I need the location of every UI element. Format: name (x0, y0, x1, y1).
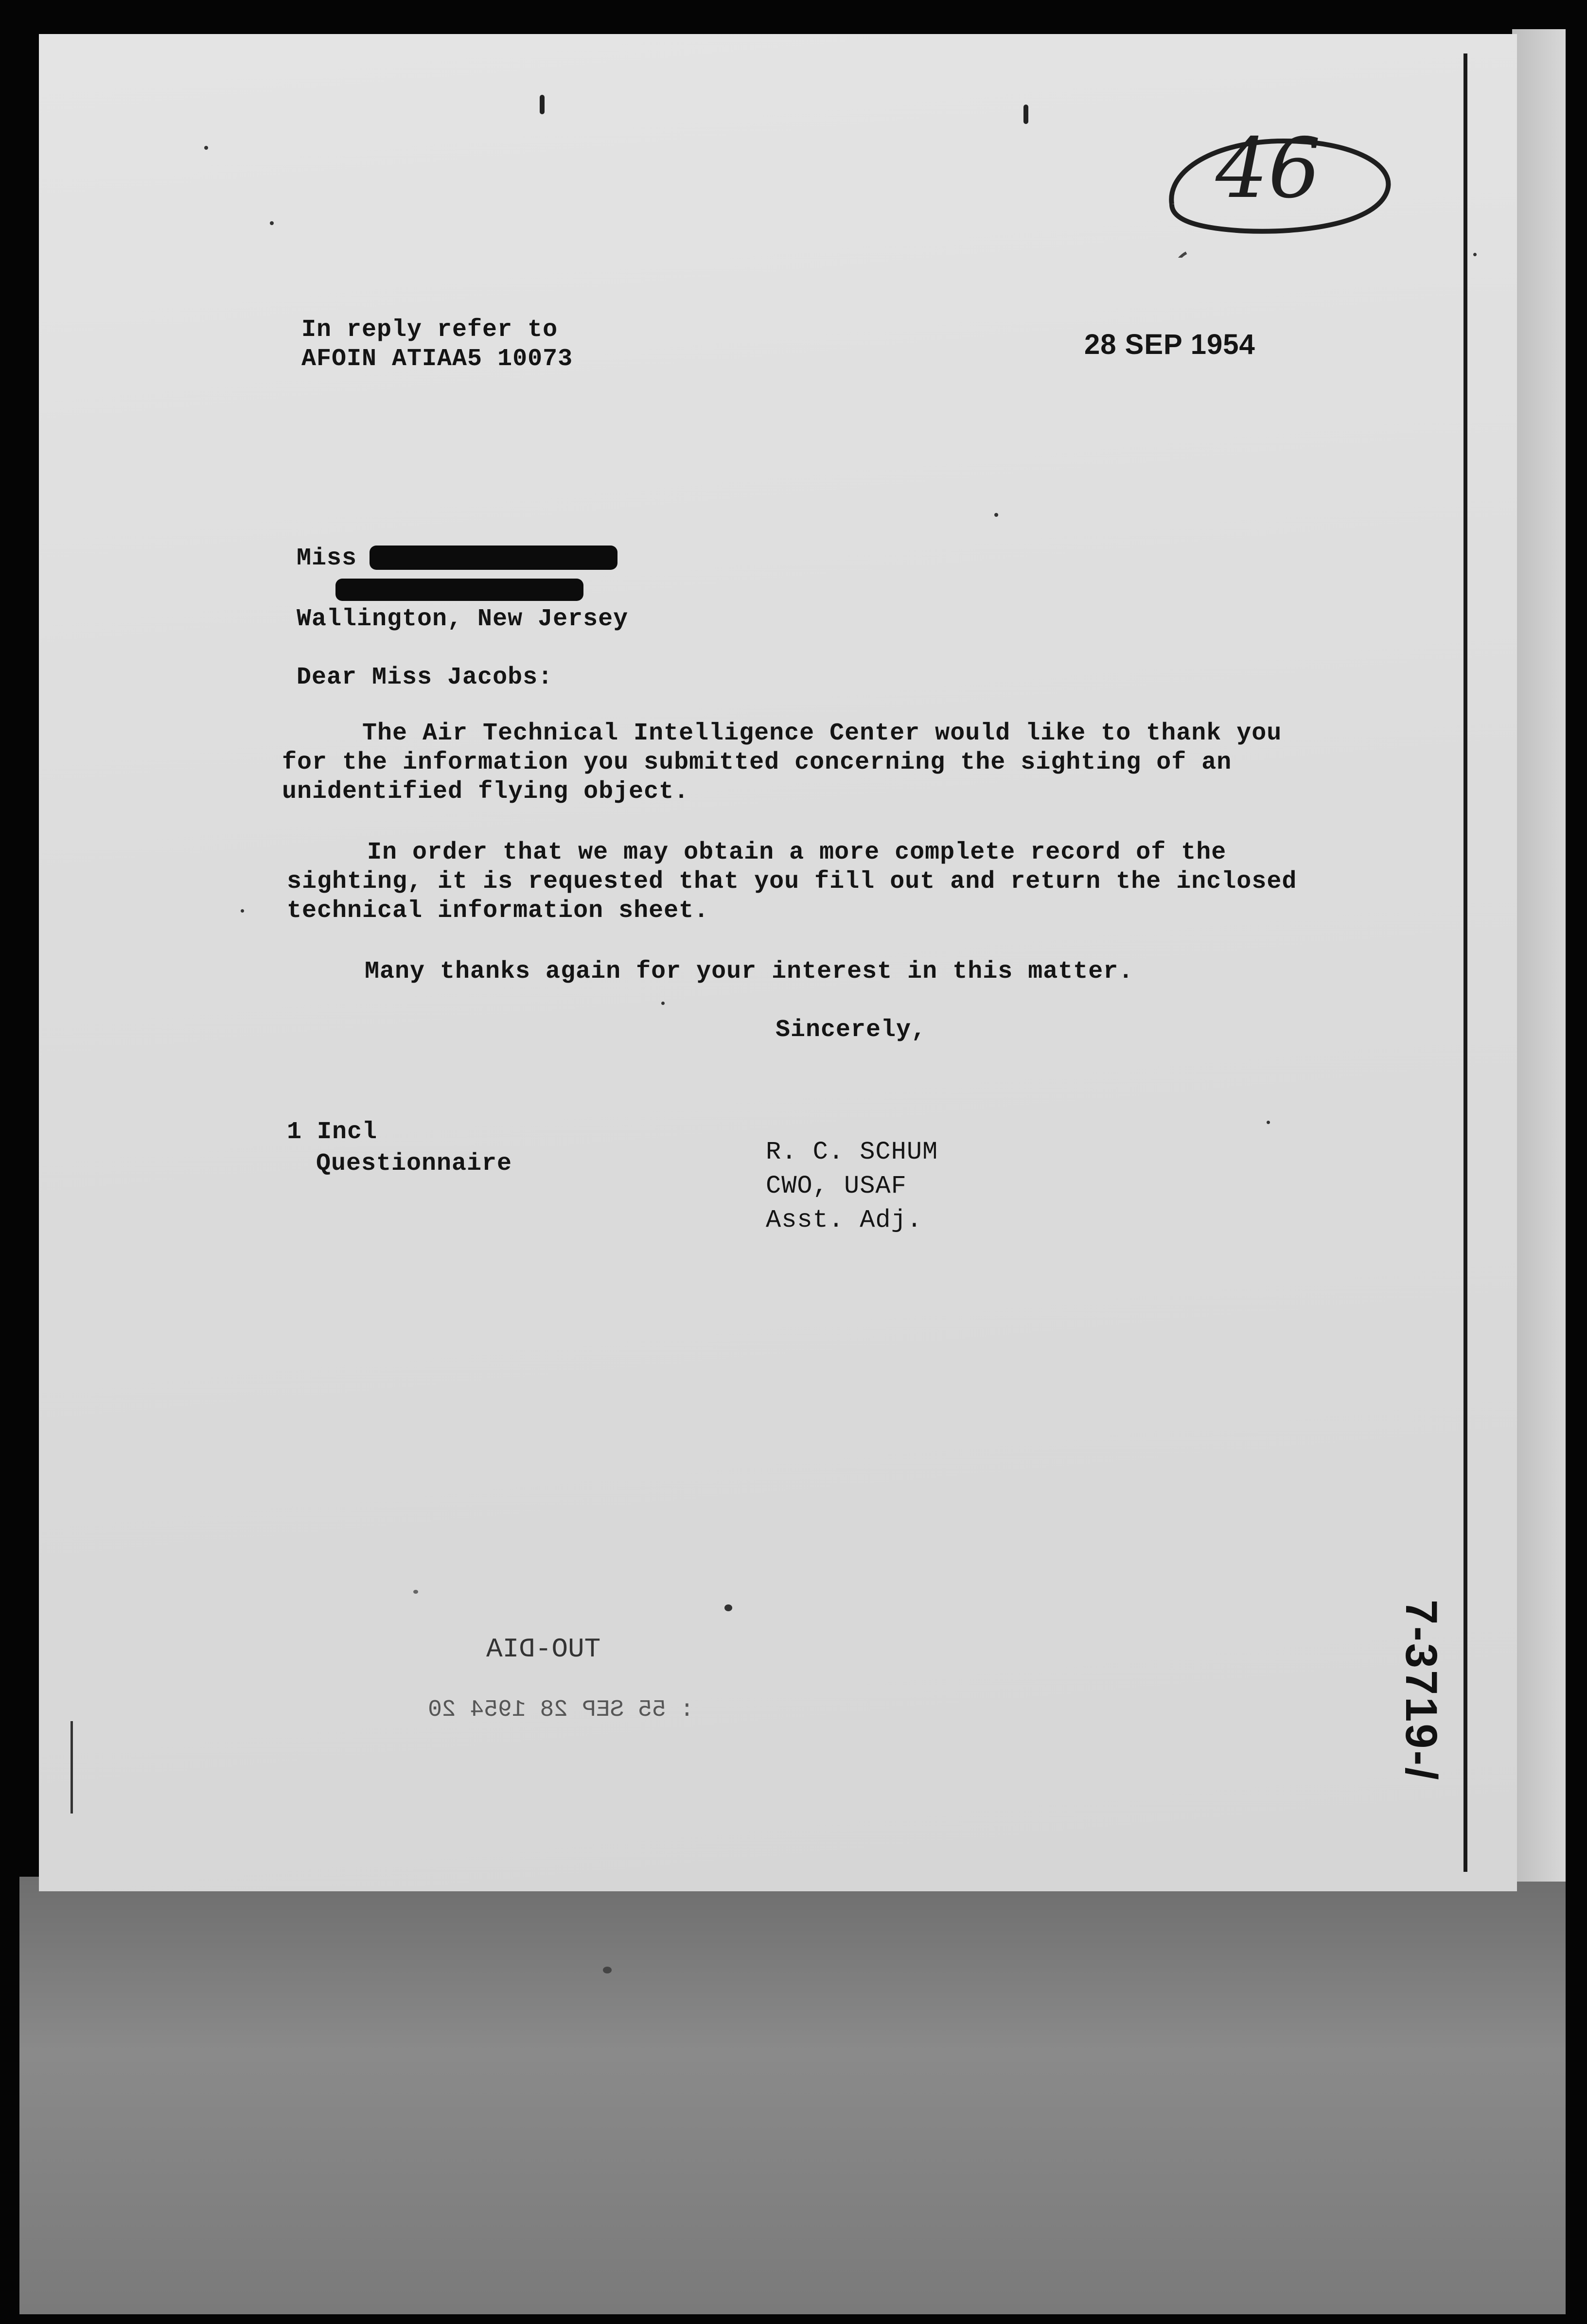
body-paragraph-2-line-1: In order that we may obtain a more complete record of the (367, 839, 1227, 866)
body-paragraph-1-line-2: for the information you submitted concerning the sighting of an (282, 749, 1232, 776)
salutation: Dear Miss Jacobs: (297, 664, 553, 691)
reference-line-2: AFOIN ATIAA5 10073 (301, 345, 573, 373)
handwritten-page-number (1157, 112, 1410, 258)
redaction-bar-name (370, 546, 617, 570)
signer-title: Asst. Adj. (766, 1206, 923, 1234)
body-paragraph-1-line-3: unidentified flying object. (282, 778, 689, 806)
signer-name: R. C. SCHUM (766, 1138, 938, 1166)
mirrored-received-stamp: : 55 SEP 28 1954 20 (428, 1697, 694, 1723)
signer-rank: CWO, USAF (766, 1172, 907, 1200)
page-edge-strip (1512, 29, 1566, 1882)
addressee-title: Miss (297, 545, 357, 572)
page-border-line (1464, 53, 1467, 1872)
reference-line-1: In reply refer to (301, 316, 558, 344)
mirrored-routing-stamp: TUO-DIA (486, 1634, 601, 1665)
date-stamp: 28 SEP 1954 (1084, 329, 1255, 360)
redaction-bar-street (335, 579, 583, 601)
body-paragraph-2-line-3: technical information sheet. (287, 897, 709, 925)
address-city: Wallington, New Jersey (297, 605, 629, 633)
body-paragraph-1-line-1: The Air Technical Intelligence Center would like to thank you (362, 720, 1282, 747)
closing: Sincerely, (776, 1016, 927, 1044)
page-margin-mark (71, 1721, 73, 1813)
file-number: 7-3719-/ (1396, 1600, 1446, 1782)
enclosure-count: 1 Incl (287, 1118, 378, 1146)
body-paragraph-2-line-2: sighting, it is requested that you fill out and return the inclosed (287, 868, 1297, 896)
body-paragraph-3: Many thanks again for your interest in this matter. (365, 958, 1134, 986)
enclosure-description: Questionnaire (316, 1150, 512, 1178)
underlying-sheet (19, 1877, 1566, 2314)
page-number-text: 46 (1216, 121, 1321, 217)
